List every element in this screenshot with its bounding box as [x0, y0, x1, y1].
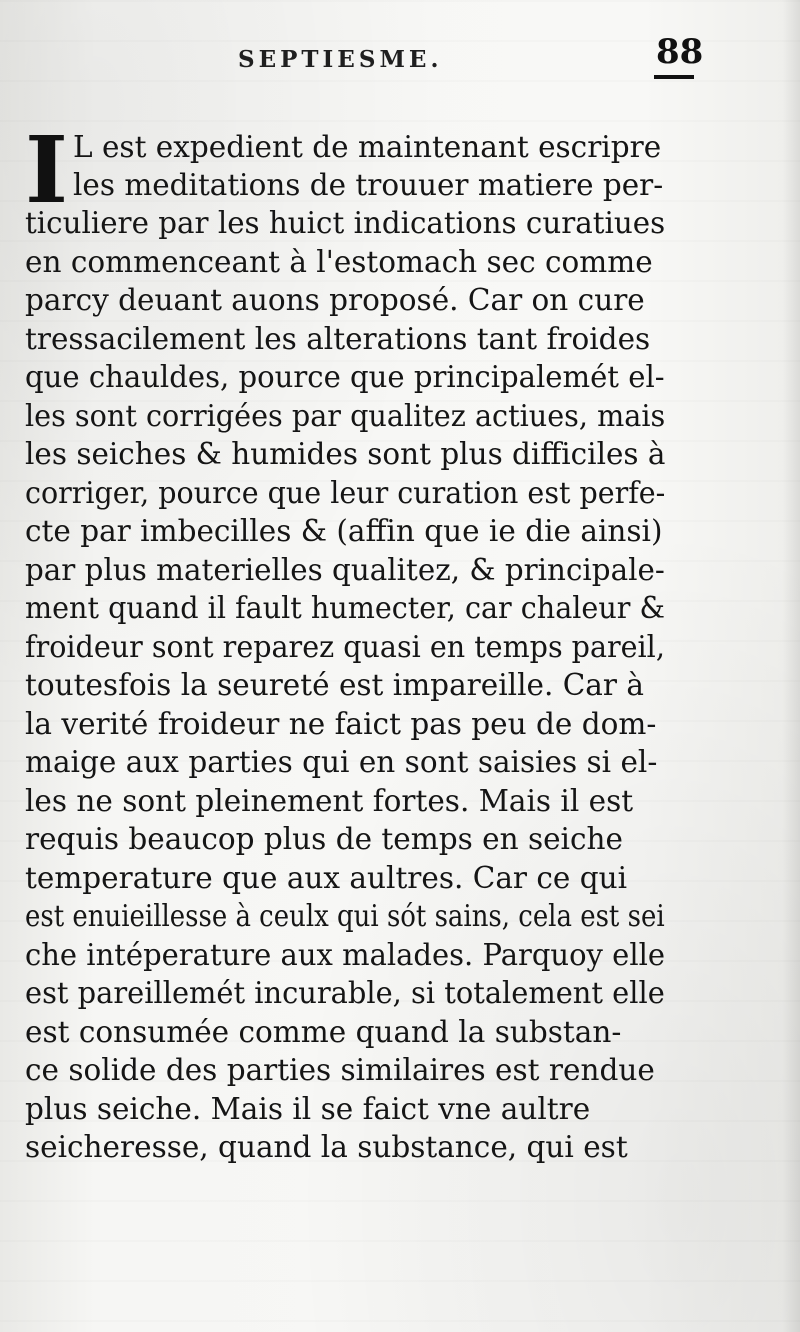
text-line: en commenceant à l'estomach sec comme: [25, 245, 653, 279]
bleed-through-bottom: [135, 1208, 655, 1236]
page-edge-shadow: [782, 0, 800, 1332]
bleed-through-top: [115, 92, 675, 118]
text-line: les seiches & humides sont plus difficiles à: [25, 437, 666, 471]
text-line: les sont corrigées par qualitez actiues, mais: [25, 399, 666, 433]
text-line: corriger, pource que leur curation est perfe-: [25, 476, 666, 510]
text-line: L est expedient de maintenant escripre: [73, 130, 662, 164]
text-line: tressacilement les alterations tant froides: [25, 322, 651, 356]
text-line: ment quand il fault humecter, car chaleur &: [25, 591, 666, 625]
page-header: [0, 20, 800, 80]
text-line: parcy deuant auons proposé. Car on cure: [25, 283, 645, 317]
text-line: les ne sont pleinement fortes. Mais il est: [25, 784, 634, 818]
text-line: plus seiche. Mais il se faict vne aultre: [25, 1092, 591, 1126]
text-line: requis beaucop plus de temps en seiche: [25, 822, 623, 856]
text-line: ticuliere par les huict indications curatiues: [25, 206, 666, 240]
running-head: SEPTIESME.: [238, 46, 443, 73]
text-line: est consumée comme quand la substan-: [25, 1015, 622, 1049]
text-line: est enuieillesse à ceulx qui sót sains, cela est sei: [25, 899, 665, 933]
page-number: 88: [656, 32, 704, 72]
text-line: par plus materielles qualitez, & principale-: [25, 553, 665, 587]
text-line: les meditations de trouuer matiere per-: [73, 168, 664, 202]
text-line: seicheresse, quand la substance, qui est: [25, 1130, 628, 1164]
text-line: toutesfois la seureté est impareille. Car à: [25, 668, 644, 702]
page-number-underline: [654, 75, 694, 79]
text-line: la verité froideur ne faict pas peu de dom-: [25, 707, 657, 741]
text-line: que chauldes, pource que principalemét el-: [25, 360, 665, 394]
text-line: temperature que aux aultres. Car ce qui: [25, 861, 628, 895]
drop-cap: I: [25, 116, 69, 224]
text-line: che intéperature aux malades. Parquoy elle: [25, 938, 666, 972]
text-line: froideur sont reparez quasi en temps pareil,: [25, 630, 665, 664]
text-line: ce solide des parties similaires est rendue: [25, 1053, 655, 1087]
text-line: cte par imbecilles & (affin que ie die ainsi): [25, 514, 663, 548]
text-line: est pareillemét incurable, si totalement elle: [25, 976, 665, 1010]
text-line: maige aux parties qui en sont saisies si el-: [25, 745, 658, 779]
